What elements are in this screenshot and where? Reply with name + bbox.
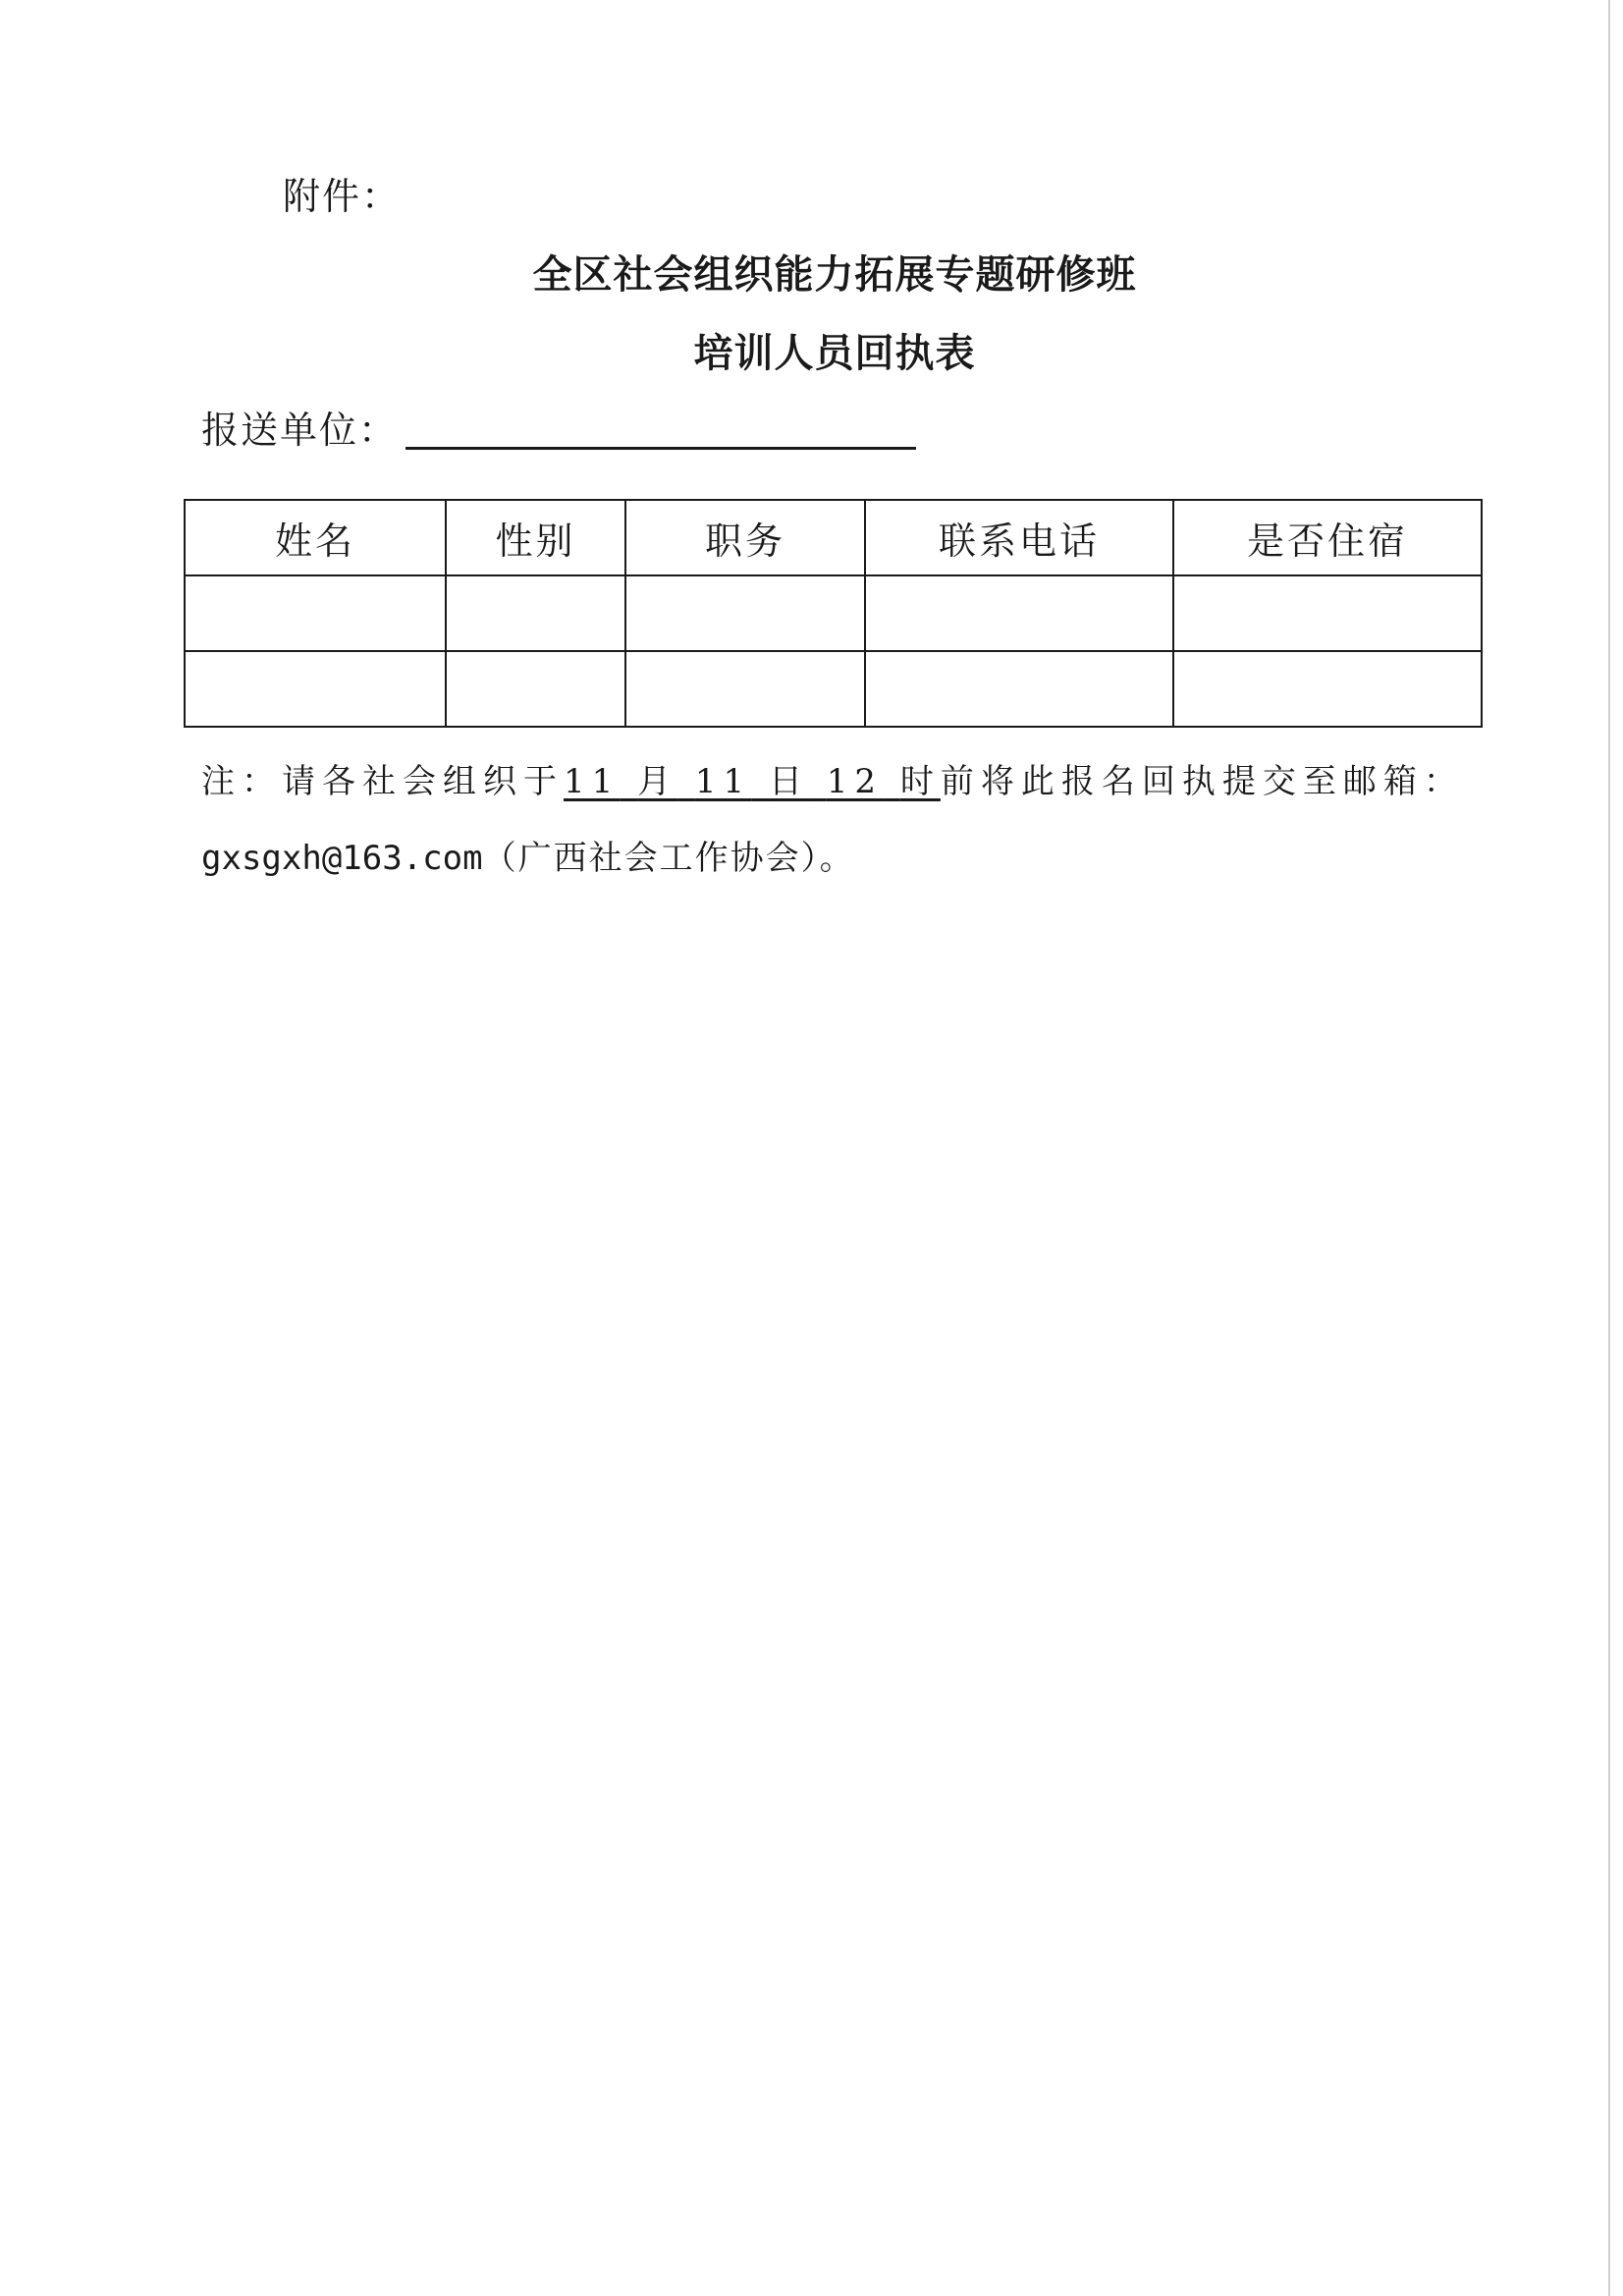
table-cell (1173, 575, 1482, 651)
table-cell (185, 651, 446, 727)
table-cell (446, 651, 625, 727)
reporting-unit-label: 报送单位： (201, 409, 399, 452)
header-accommodation: 是否住宿 (1173, 500, 1482, 575)
header-name: 姓名 (185, 500, 446, 575)
document-subtitle: 培训人员回执表 (693, 331, 976, 376)
table-cell (625, 575, 865, 651)
table-cell (185, 575, 446, 651)
email-org: （广西社会工作协会）。 (482, 839, 855, 878)
deadline-hour: 12 (826, 762, 884, 801)
deadline-datetime (564, 762, 941, 801)
email-address: gxsgxh@163.com (201, 839, 483, 878)
deadline-day: 11 (694, 762, 752, 801)
table-cell (865, 651, 1173, 727)
deadline-day-unit: 日 (768, 762, 809, 801)
reporting-unit-blank (406, 411, 916, 450)
participant-table (184, 499, 1483, 728)
deadline-note (201, 754, 1497, 809)
deadline-month: 11 (564, 762, 621, 801)
deadline-month-unit: 月 (637, 762, 678, 801)
table-cell (865, 575, 1173, 651)
attachment-label: 附件： (283, 175, 402, 218)
table-row (185, 651, 1482, 727)
email-line (201, 831, 855, 886)
note-suffix: 前将此报名回执提交至邮箱： (940, 762, 1464, 801)
header-phone: 联系电话 (865, 500, 1173, 575)
table-cell (1173, 651, 1482, 727)
table-row (185, 575, 1482, 651)
header-gender: 性别 (446, 500, 625, 575)
table-header-row (185, 500, 1482, 575)
note-prefix: 注：请各社会组织于 (201, 762, 564, 801)
header-position: 职务 (625, 500, 865, 575)
document-title: 全区社会组织能力拓展专题研修班 (532, 252, 1137, 298)
table-cell (625, 651, 865, 727)
reporting-unit-row (201, 403, 916, 458)
table-cell (446, 575, 625, 651)
deadline-hour-unit: 时 (899, 762, 941, 801)
